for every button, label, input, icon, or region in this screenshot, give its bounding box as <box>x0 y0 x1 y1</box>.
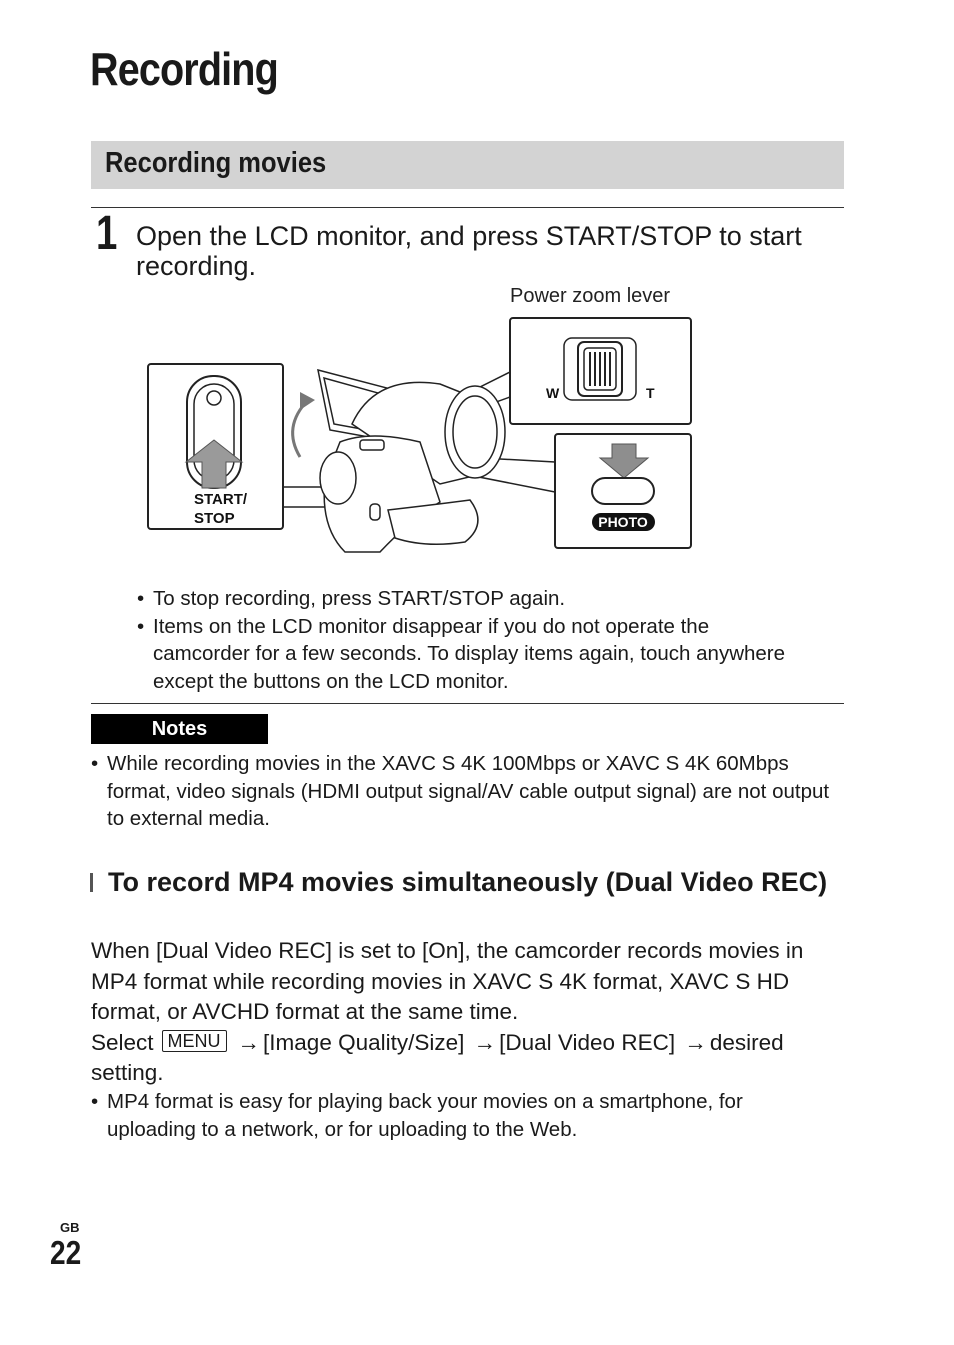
divider <box>91 703 844 704</box>
section-title: Recording movies <box>105 147 327 179</box>
menu-key: MENU <box>162 1030 227 1052</box>
list-item: • While recording movies in the XAVC S 4K 100Mbps or XAVC S 4K 60Mbps format, video signals (HDMI output signal/AV cable output signal) are not output to external media. <box>91 750 843 833</box>
zoom-tele-label: T <box>646 385 655 401</box>
zoom-wide-label: W <box>546 385 560 401</box>
start-stop-detail-panel <box>148 364 283 529</box>
start-stop-label: STOP <box>194 510 235 527</box>
page-number: 22 <box>50 1234 82 1271</box>
camcorder-body <box>318 370 505 552</box>
section-header <box>91 141 844 189</box>
list-item: • To stop recording, press START/STOP again. <box>137 585 787 613</box>
step-bullet-list <box>137 585 787 695</box>
dual-video-paragraph: When [Dual Video REC] is set to [On], the camcorder records movies in MP4 format while recording movies in XAVC S 4K format, XAVC S HD format, or AVCHD format at the same time. <box>91 938 804 1024</box>
subheading: To record MP4 movies simultaneously (Dual Video REC) <box>108 867 828 897</box>
menu-path <box>91 1028 851 1089</box>
subheading-marker <box>90 873 93 892</box>
camcorder-illustration <box>140 312 700 562</box>
start-stop-label: START/ <box>194 491 248 508</box>
arrow-icon: → <box>684 1029 707 1055</box>
dual-video-bullet-list <box>91 1088 831 1144</box>
arrow-icon: → <box>237 1029 261 1055</box>
step-number: 1 <box>96 207 118 260</box>
menu-path-step: desired setting. <box>91 1029 784 1085</box>
photo-label: PHOTO <box>598 514 648 530</box>
arrow-icon: → <box>473 1029 497 1055</box>
menu-path-step: [Image Quality/Size] <box>263 1029 465 1055</box>
notes-badge: Notes <box>91 714 268 744</box>
list-item: • Items on the LCD monitor disappear if you do not operate the camcorder for a few seconds. To display items again, touch anywhere except the buttons on the LCD monitor. <box>137 613 787 696</box>
page-title: Recording <box>90 43 278 95</box>
dual-video-body <box>91 936 851 1089</box>
menu-path-step: [Dual Video REC] <box>499 1029 676 1055</box>
step-instruction: Open the LCD monitor, and press START/STOP to start recording. <box>136 221 802 281</box>
power-zoom-lever-callout: Power zoom lever <box>510 285 671 307</box>
region-code: GB <box>60 1220 80 1235</box>
photo-button-panel <box>555 434 691 548</box>
notes-list <box>91 750 843 833</box>
divider <box>91 207 844 208</box>
list-item: • MP4 format is easy for playing back your movies on a smartphone, for uploading to a network, or for uploading to the Web. <box>91 1088 831 1144</box>
power-zoom-lever-panel <box>510 318 691 424</box>
select-prefix: Select <box>91 1029 154 1055</box>
